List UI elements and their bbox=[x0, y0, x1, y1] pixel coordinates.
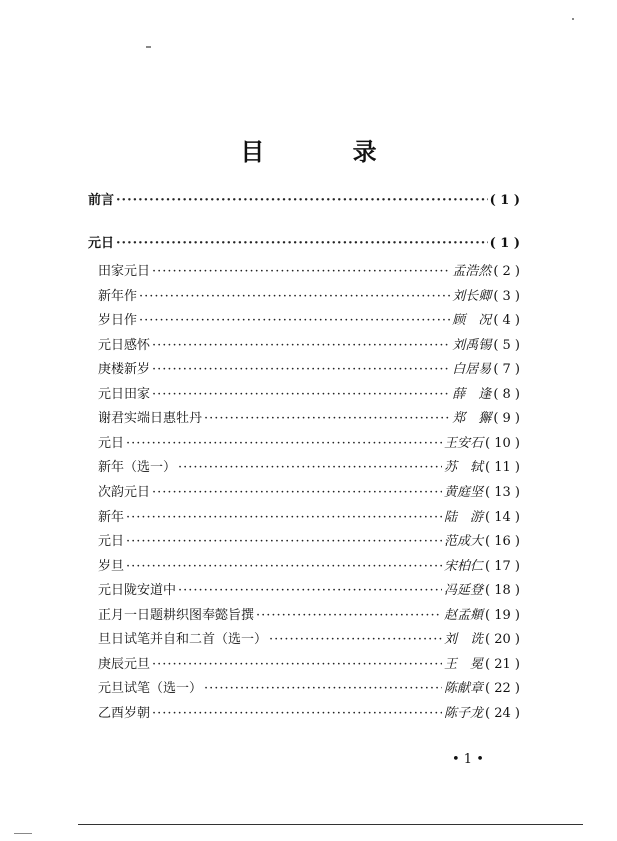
toc-entry-page: ( 1 ) bbox=[489, 193, 520, 208]
leader-dots bbox=[152, 264, 450, 280]
leader-dots bbox=[204, 681, 442, 697]
toc-entry-page: ( 4 ) bbox=[493, 313, 520, 328]
bottom-rule bbox=[78, 824, 583, 825]
toc-entry bbox=[98, 264, 520, 280]
toc-entry-page: ( 20 ) bbox=[485, 632, 520, 647]
leader-dots bbox=[256, 608, 442, 624]
toc-entry-author: 郑 獬 bbox=[452, 411, 492, 426]
toc-entry-author: 范成大 bbox=[444, 534, 484, 549]
toc-entry-title: 前言 bbox=[88, 193, 115, 208]
toc-entry bbox=[98, 313, 520, 329]
toc-entry-author: 宋柏仁 bbox=[444, 559, 484, 574]
scan-speck bbox=[572, 18, 574, 20]
toc-section-entry bbox=[88, 236, 520, 252]
toc-entry-title: 新年 bbox=[98, 510, 125, 525]
toc-entry bbox=[98, 534, 520, 550]
toc-entry-page: ( 3 ) bbox=[493, 289, 520, 304]
toc-entry-author: 陈献章 bbox=[444, 681, 484, 696]
leader-dots bbox=[152, 657, 442, 673]
toc-entry-page: ( 1 ) bbox=[489, 236, 520, 251]
leader-dots bbox=[269, 632, 442, 648]
leader-dots bbox=[116, 193, 488, 209]
toc-entry-page: ( 13 ) bbox=[485, 485, 520, 500]
toc-entry bbox=[98, 362, 520, 378]
toc-entry-page: ( 17 ) bbox=[485, 559, 520, 574]
toc-entry-author: 顾 况 bbox=[452, 313, 492, 328]
toc-entry-title: 庚辰元旦 bbox=[98, 657, 151, 672]
toc-entry-page: ( 10 ) bbox=[485, 436, 520, 451]
page-number: • 1 • bbox=[452, 752, 484, 767]
toc-entry-title: 次韵元日 bbox=[98, 485, 151, 500]
leader-dots bbox=[152, 387, 450, 403]
leader-dots bbox=[126, 534, 442, 550]
leader-dots bbox=[178, 460, 442, 476]
leader-dots bbox=[178, 583, 442, 599]
toc-entry-author: 刘 诜 bbox=[444, 632, 484, 647]
leader-dots bbox=[152, 338, 450, 354]
page-title: 目 录 bbox=[240, 138, 417, 166]
toc-entry-page: ( 22 ) bbox=[485, 681, 520, 696]
toc-entry bbox=[98, 608, 520, 624]
toc-entry-page: ( 8 ) bbox=[493, 387, 520, 402]
leader-dots bbox=[152, 362, 450, 378]
scan-speck bbox=[146, 46, 151, 48]
toc-entry-title: 田家元日 bbox=[98, 264, 151, 279]
scan-speck bbox=[14, 833, 32, 834]
toc-entry bbox=[98, 485, 520, 501]
toc-entry-title: 元日感怀 bbox=[98, 338, 151, 353]
toc-entry-author: 赵孟頫 bbox=[444, 608, 484, 623]
toc-entry-title: 正月一日题耕织图奉懿旨撰 bbox=[98, 608, 255, 623]
toc-entry-page: ( 9 ) bbox=[493, 411, 520, 426]
toc-entry-page: ( 21 ) bbox=[485, 657, 520, 672]
toc-entry-page: ( 11 ) bbox=[485, 460, 520, 475]
toc-entry-page: ( 7 ) bbox=[493, 362, 520, 377]
toc-entry-page: ( 18 ) bbox=[485, 583, 520, 598]
toc-entry-author: 苏 轼 bbox=[444, 460, 484, 475]
leader-dots bbox=[152, 485, 442, 501]
toc-entry bbox=[98, 510, 520, 526]
leader-dots bbox=[126, 510, 442, 526]
toc-entry-author: 陆 游 bbox=[444, 510, 484, 525]
toc-entry bbox=[98, 632, 520, 648]
leader-dots bbox=[139, 289, 450, 305]
toc-entry-title: 元日田家 bbox=[98, 387, 151, 402]
leader-dots bbox=[126, 559, 442, 575]
toc-entry-page: ( 5 ) bbox=[493, 338, 520, 353]
toc-entry bbox=[98, 706, 520, 722]
toc-entry-page: ( 2 ) bbox=[493, 264, 520, 279]
toc-entry-author: 黄庭坚 bbox=[444, 485, 484, 500]
toc-entry-title: 新年（选一） bbox=[98, 460, 177, 475]
toc-entry bbox=[98, 338, 520, 354]
toc-entry-title: 元旦试笔（选一） bbox=[98, 681, 203, 696]
toc-entry bbox=[98, 289, 520, 305]
toc-entry bbox=[98, 460, 520, 476]
leader-dots bbox=[204, 411, 450, 427]
toc-entry-title: 谢君实端日惠牡丹 bbox=[98, 411, 203, 426]
toc-entry-page: ( 24 ) bbox=[485, 706, 520, 721]
toc-entry bbox=[98, 387, 520, 403]
toc-entry bbox=[98, 681, 520, 697]
toc-entry-title: 岁日作 bbox=[98, 313, 138, 328]
toc-entry-title: 岁旦 bbox=[98, 559, 125, 574]
leader-dots bbox=[126, 436, 442, 452]
leader-dots bbox=[152, 706, 442, 722]
toc-entry-author: 白居易 bbox=[452, 362, 492, 377]
toc-entry bbox=[98, 411, 520, 427]
toc-entry-title: 乙酉岁朝 bbox=[98, 706, 151, 721]
toc-entry-title: 元日 bbox=[88, 236, 115, 251]
toc-entry-author: 孟浩然 bbox=[452, 264, 492, 279]
toc-entry-author: 王安石 bbox=[444, 436, 484, 451]
toc-entry-author: 刘长卿 bbox=[452, 289, 492, 304]
toc-entry-author: 陈子龙 bbox=[444, 706, 484, 721]
leader-dots bbox=[116, 236, 488, 252]
toc-entry-author: 冯延登 bbox=[444, 583, 484, 598]
toc-entry bbox=[98, 583, 520, 599]
toc-entry-page: ( 14 ) bbox=[485, 510, 520, 525]
toc-entry-title: 旦日试笔并自和二首（选一） bbox=[98, 632, 268, 647]
toc-entry-author: 刘禹锡 bbox=[452, 338, 492, 353]
toc-entry-title: 元日陇安道中 bbox=[98, 583, 177, 598]
toc-entry-title: 元日 bbox=[98, 534, 125, 549]
toc-entry-title: 新年作 bbox=[98, 289, 138, 304]
leader-dots bbox=[139, 313, 450, 329]
toc-entry bbox=[98, 436, 520, 452]
toc-entry bbox=[98, 559, 520, 575]
toc-entry bbox=[98, 657, 520, 673]
toc-entry-title: 元日 bbox=[98, 436, 125, 451]
toc-entry-author: 薛 逢 bbox=[452, 387, 492, 402]
toc-entry-page: ( 16 ) bbox=[485, 534, 520, 549]
toc-entry-page: ( 19 ) bbox=[485, 608, 520, 623]
toc-entry-author: 王 冕 bbox=[444, 657, 484, 672]
toc-section-entry bbox=[88, 193, 520, 209]
toc-entry-title: 庚楼新岁 bbox=[98, 362, 151, 377]
